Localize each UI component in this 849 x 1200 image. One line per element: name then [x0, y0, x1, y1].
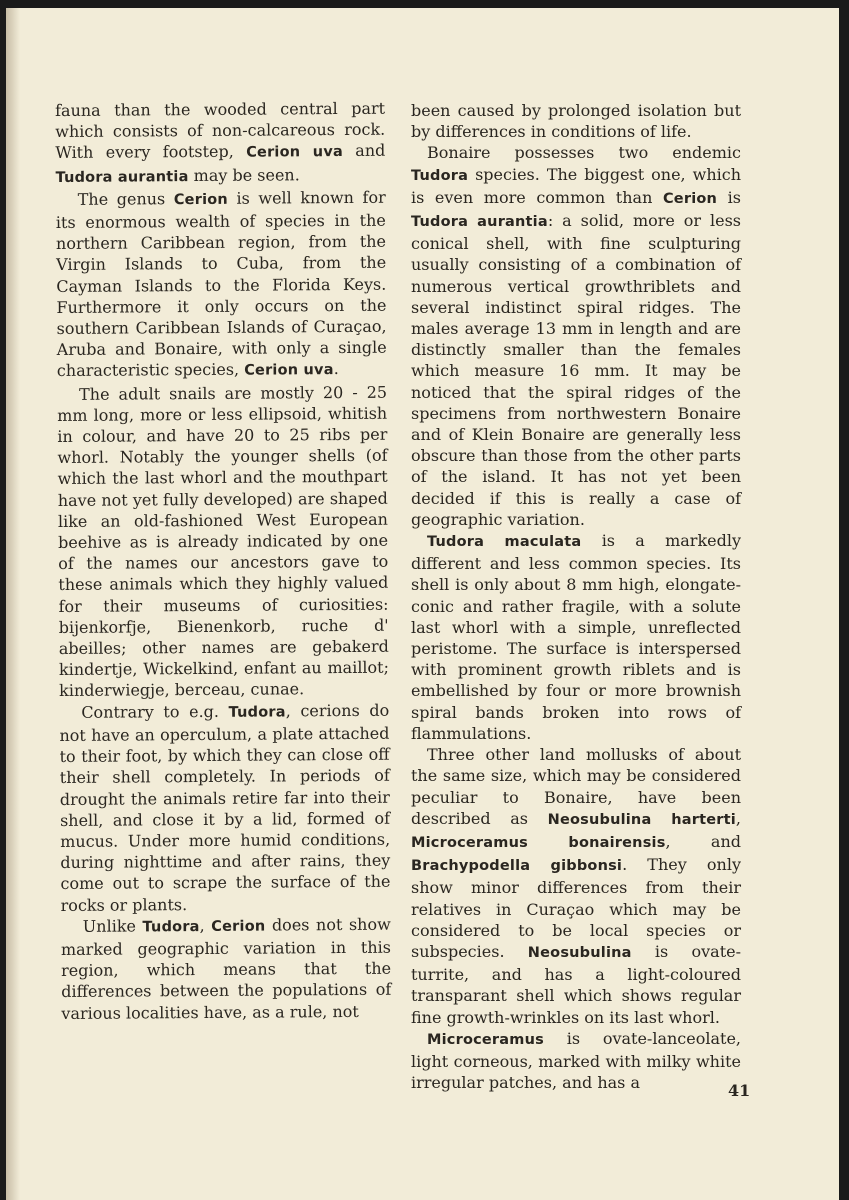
genus-name: Tudora	[411, 167, 469, 184]
paragraph: Three other land mollusks of about the same size, which may be considered peculiar to Bonaire, have been described as Neosubulina harterti, Microceramus bonairensis, and Brachypodella gibbonsi. They only show minor differences from their relatives in Curaçao which may be considered to be local species or subspecies. Neosubulina is ovate-turrite, and has a light-coloured transparant shell which shows regular fine growth-wrinkles on its last whorl.	[411, 745, 742, 1027]
species-name: Tudora aurantia	[55, 168, 189, 186]
species-name: Cerion uva	[244, 362, 334, 380]
genus-name: Cerion	[662, 190, 718, 207]
paragraph: been caused by prolonged isolation but by differences in conditions of life.	[411, 101, 741, 142]
species-name: Microceramus bonairensis	[411, 834, 666, 851]
species-name: Tudora aurantia	[411, 214, 548, 231]
paragraph: The adult snails are mostly 20 - 25 mm long, more or less ellipsoid, whitish in colour, and have 20 to 25 ribs per whorl. Notably the younger shells (of which the last whorl and the mouthpart have not yet fully developed) are shaped like an old-fashioned West European beehive as is already indicated by one of the names our ancestors gave to these animals which they highly valued for their museums of curiosities: bijenkorfje, Bienenkorb, ruche d' abeilles; other names are gebakerd kindertje, Wickelkind, enfant au maillot; kinderwiegje, berceau, cunae.	[57, 382, 390, 701]
right-column	[411, 100, 741, 1093]
genus-name: Tudora	[228, 704, 286, 721]
paragraph: Unlike Tudora, Cerion does not show marked geographic variation in this region, which means that the differences between the populations of various localities have, as a rule, not	[60, 914, 392, 1023]
genus-name: Neosubulina	[527, 944, 632, 961]
genus-name: Tudora	[142, 918, 200, 936]
species-name: Brachypodella gibbonsi	[411, 858, 623, 875]
left-column	[55, 98, 391, 1024]
genus-name: Cerion	[173, 191, 228, 208]
paragraph: Tudora maculata is a markedly different and less common species. Its shell is only about 8 mm high, elongate-conic and rather fragile, with a solute last whorl with a simple, unreflected peristome. The surface is interspersed with prominent growth riblets and is embellished by four or more brownish spiral bands broken into rows of flammulations.	[411, 531, 742, 743]
paragraph: Bonaire possesses two endemic Tudora species. The biggest one, which is even more common than Cerion is Tudora aurantia: a solid, more or less conical shell, with fine sculpturing usually consisting of a combination of numerous vertical growthriblets and several indistinct spiral ridges. The males average 13 mm in length and are distinctly smaller than the females which measure 16 mm. It may be noticed that the spiral ridges of the specimens from northwestern Bonaire and of Klein Bonaire are generally less obscure than those from the other parts of the island. It has not yet been decided if this is really a case of geographic variation.	[411, 143, 741, 529]
book-page	[6, 8, 839, 1200]
species-name: Cerion uva	[246, 144, 343, 162]
paragraph: Microceramus is ovate-lanceolate, light corneous, marked with milky white irregular patches, and has a	[411, 1028, 741, 1093]
genus-name: Cerion	[211, 918, 266, 935]
genus-name: Microceramus	[427, 1031, 544, 1048]
page-number: 41	[728, 1081, 751, 1100]
species-name: Neosubulina harterti	[547, 811, 736, 828]
species-name: Tudora maculata	[427, 534, 582, 551]
paragraph: fauna than the wooded central part which consists of non-calcareous rock. With every footstep, Cerion uva and Tudora aurantia may be seen.	[55, 98, 386, 186]
paragraph: Contrary to e.g. Tudora, cerions do not have an operculum, a plate attached to their foot, by which they can close off their shell completely. In periods of drought the animals retire far into their shell, and close it by a lid, formed of mucus. Under more humid conditions, during nighttime and after rains, they come out to scrape the surface of the rocks or plants.	[59, 700, 391, 915]
paragraph: The genus Cerion is well known for its enormous wealth of species in the northern Caribbean region, from the Virgin Islands to Cuba, from the Cayman Islands to the Florida Keys. Furthermore it only occurs on the southern Caribbean Islands of Curaçao, Aruba and Bonaire, with only a single characteristic species, Cerion uva.	[55, 187, 387, 381]
